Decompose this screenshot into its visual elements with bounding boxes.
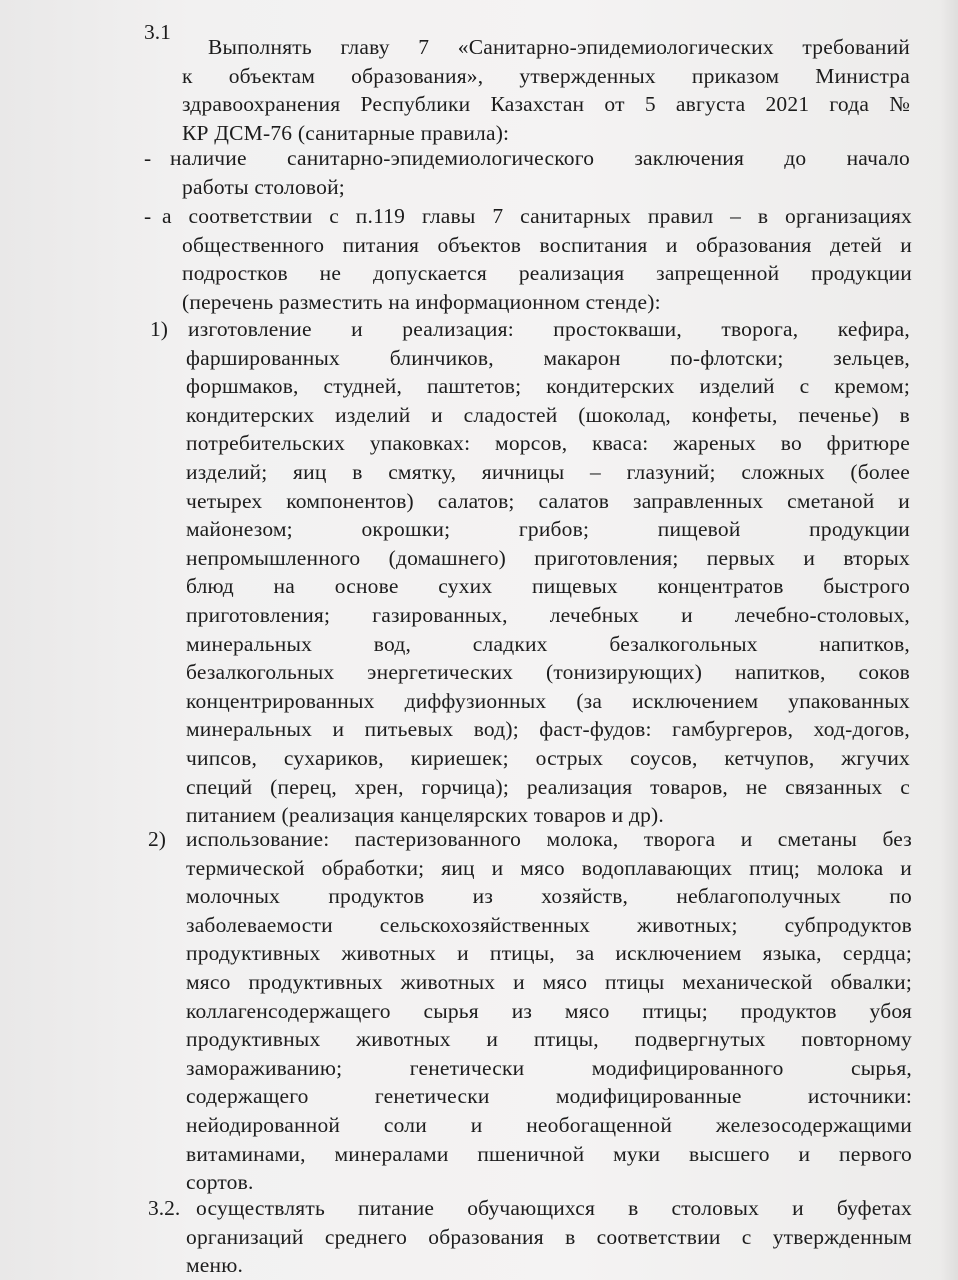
text-line: питанием (реализация канцелярских товаров и др). <box>186 803 664 828</box>
text-line: КР ДСМ-76 (санитарные правила): <box>182 120 510 145</box>
section-number-3-2: 3.2. <box>148 1196 181 1220</box>
text-line: использование: пастеризованного молока, творога и сметаны без <box>186 827 912 851</box>
text-line: Выполнять главу 7 «Санитарно-эпидемиологических требований <box>208 35 910 59</box>
text-line: кондитерских изделий и сладостей (шоколад, конфеты, печенье) в <box>186 402 910 427</box>
text-line: работы столовой; <box>182 174 345 199</box>
list-number-2: 2) <box>148 827 166 851</box>
text-line: к объектам образования», утвержденных приказом Министра <box>182 63 910 88</box>
text-line: подростков не допускается реализация запрещенной продукции <box>182 261 912 286</box>
text-line: специй (перец, хрен, горчица); реализация товаров, не связанных с <box>186 774 910 799</box>
text-line: общественного питания объектов воспитания и образования детей и <box>182 232 912 257</box>
text-line: замораживанию; генетически модифицированного сырья, <box>186 1055 912 1080</box>
text-line: а соответствии с п.119 главы 7 санитарных правил – в организациях <box>162 204 912 228</box>
text-line: меню. <box>186 1253 244 1278</box>
text-line: заболеваемости сельскохозяйственных животных; субпродуктов <box>186 912 912 937</box>
text-line: блюд на основе сухих пищевых концентратов быстрого <box>186 574 910 599</box>
text-line: коллагенсодержащего сырья из мясо птицы; продуктов убоя <box>186 998 912 1023</box>
dash-marker: - <box>144 204 152 228</box>
text-line: организаций среднего образования в соответствии с утвержденным <box>186 1224 912 1249</box>
text-line: здравоохранения Республики Казахстан от 5 августа 2021 года № <box>182 92 910 117</box>
text-line: продуктивных животных и птицы, подвергнутых повторному <box>186 1027 912 1052</box>
text-line: изготовление и реализация: простокваши, творога, кефира, <box>188 317 910 341</box>
dash-2-text <box>162 202 912 316</box>
item-1-text <box>182 315 910 830</box>
text-line: термической обработки; яиц и мясо водоплавающих птиц; молока и <box>186 855 912 880</box>
section-3-2-text <box>186 1194 912 1280</box>
text-line: чипсов, сухариков, кириешек; острых соусов, кетчупов, жгучих <box>186 745 910 770</box>
text-line: майонезом; окрошки; грибов; пищевой продукции <box>186 517 910 542</box>
list-number-1: 1) <box>150 317 168 341</box>
text-line: мясо продуктивных животных и мясо птицы механической обвалки; <box>186 969 912 994</box>
text-line: концентрированных диффузионных (за исключением упакованных <box>186 688 910 713</box>
section-3-1-text <box>182 33 910 147</box>
dash-1-text <box>170 144 910 201</box>
text-line: наличие санитарно-эпидемиологического заключения до начало <box>170 146 910 170</box>
text-line: минеральных и питьевых вод); фаст-фудов: гамбургеров, ход-догов, <box>186 717 910 742</box>
text-line: непромышленного (домашнего) приготовления; первых и вторых <box>186 545 910 570</box>
item-2-text <box>186 825 912 1197</box>
text-line: молочных продуктов из хозяйств, неблагополучных по <box>186 884 912 909</box>
text-line: форшмаков, студней, паштетов; кондитерских изделий с кремом; <box>186 374 910 399</box>
section-number-3-1: 3.1 <box>144 20 171 44</box>
text-line: сортов. <box>186 1170 254 1195</box>
text-line: осуществлять питание обучающихся в столовых и буфетах <box>196 1196 912 1220</box>
text-line: (перечень разместить на информационном стенде): <box>182 289 661 314</box>
text-line: содержащего генетически модифицированные источники: <box>186 1084 912 1109</box>
text-line: минеральных вод, сладких безалкогольных напитков, <box>186 631 910 656</box>
text-line: безалкогольных энергетических (тонизирующих) напитков, соков <box>186 660 910 685</box>
text-line: четырех компонентов) салатов; салатов заправленных сметаной и <box>186 488 910 513</box>
scan-edge-shadow <box>940 0 958 1280</box>
text-line: фаршированных блинчиков, макарон по-флотски; зельцев, <box>186 345 910 370</box>
text-line: изделий; яиц в смятку, яичницы – глазуний; сложных (более <box>186 459 910 484</box>
text-line: потребительских упаковках: морсов, кваса: жареных во фритюре <box>186 431 910 456</box>
text-line: нейодированной соли и необогащенной железосодержащими <box>186 1112 912 1137</box>
dash-marker: - <box>144 146 152 170</box>
text-line: витаминами, минералами пшеничной муки высшего и первого <box>186 1141 912 1166</box>
text-line: приготовления; газированных, лечебных и лечебно-столовых, <box>186 602 910 627</box>
text-line: продуктивных животных и птицы, за исключением языка, сердца; <box>186 941 912 966</box>
